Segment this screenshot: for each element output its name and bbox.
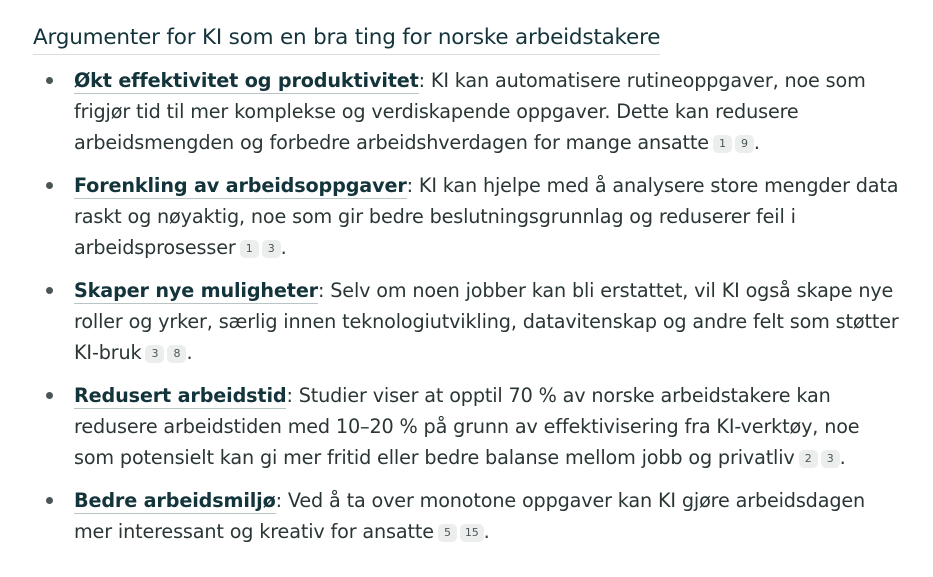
item-text: : KI kan hjelpe med å analysere store mengder data raskt og nøyaktig, noe som gir bedre beslutningsgrunnlag og reduserer feil i arbeidsprosesser <box>74 174 899 259</box>
section-heading: Argumenter for KI som en bra ting for norske arbeidstakere <box>33 22 660 55</box>
bullet-icon <box>46 287 53 294</box>
citation-badge[interactable]: 5 <box>438 524 457 542</box>
item-term: Bedre arbeidsmiljø <box>74 489 276 512</box>
bullet-icon <box>46 77 53 84</box>
item-text: : Selv om noen jobber kan bli erstattet, vil KI også skape nye roller og yrker, særlig innen teknologiutvikling, datavitenskap og andre felt som støtter KI-bruk <box>74 279 899 364</box>
list-item <box>33 485 905 547</box>
bullet-icon <box>46 182 53 189</box>
citation-badge[interactable]: 15 <box>460 524 484 542</box>
item-text: : Studier viser at opptil 70 % av norske arbeidstakere kan redusere arbeidstiden med 10–20 % på grunn av effektivisering fra KI-verktøy, noe som potensielt kan gi mer fritid eller bedre balanse mellom jobb og privatliv <box>74 384 860 469</box>
list-item <box>33 275 905 368</box>
list-item <box>33 170 905 263</box>
bullet-icon <box>46 392 53 399</box>
citation-badge[interactable]: 3 <box>262 240 281 258</box>
item-term: Redusert arbeidstid <box>74 384 287 407</box>
citation-badge[interactable]: 1 <box>713 135 732 153</box>
citation-badge[interactable]: 9 <box>735 135 754 153</box>
citation-badge[interactable]: 1 <box>240 240 259 258</box>
argument-list <box>33 65 905 547</box>
citation-badge[interactable]: 2 <box>799 450 818 468</box>
item-term: Økt effektivitet og produktivitet <box>74 69 419 92</box>
citation-badge[interactable]: 8 <box>167 345 186 363</box>
item-end: . <box>483 520 490 543</box>
list-item <box>33 65 905 158</box>
citation-badge[interactable]: 3 <box>821 450 840 468</box>
item-end: . <box>839 446 846 469</box>
list-item <box>33 380 905 473</box>
item-end: . <box>753 131 760 154</box>
item-end: . <box>186 341 193 364</box>
bullet-icon <box>46 497 53 504</box>
item-term: Skaper nye muligheter <box>74 279 318 302</box>
item-text: : Ved å ta over monotone oppgaver kan KI gjøre arbeidsdagen mer interessant og kreativ for ansatte <box>74 489 866 543</box>
item-end: . <box>280 236 287 259</box>
citation-badge[interactable]: 3 <box>145 345 164 363</box>
item-text: : KI kan automatisere rutineoppgaver, noe som frigjør tid til mer komplekse og verdiskapende oppgaver. Dette kan redusere arbeidsmengden og forbedre arbeidshverdagen for mange ansatte <box>74 69 866 154</box>
item-term: Forenkling av arbeidsoppgaver <box>74 174 407 197</box>
